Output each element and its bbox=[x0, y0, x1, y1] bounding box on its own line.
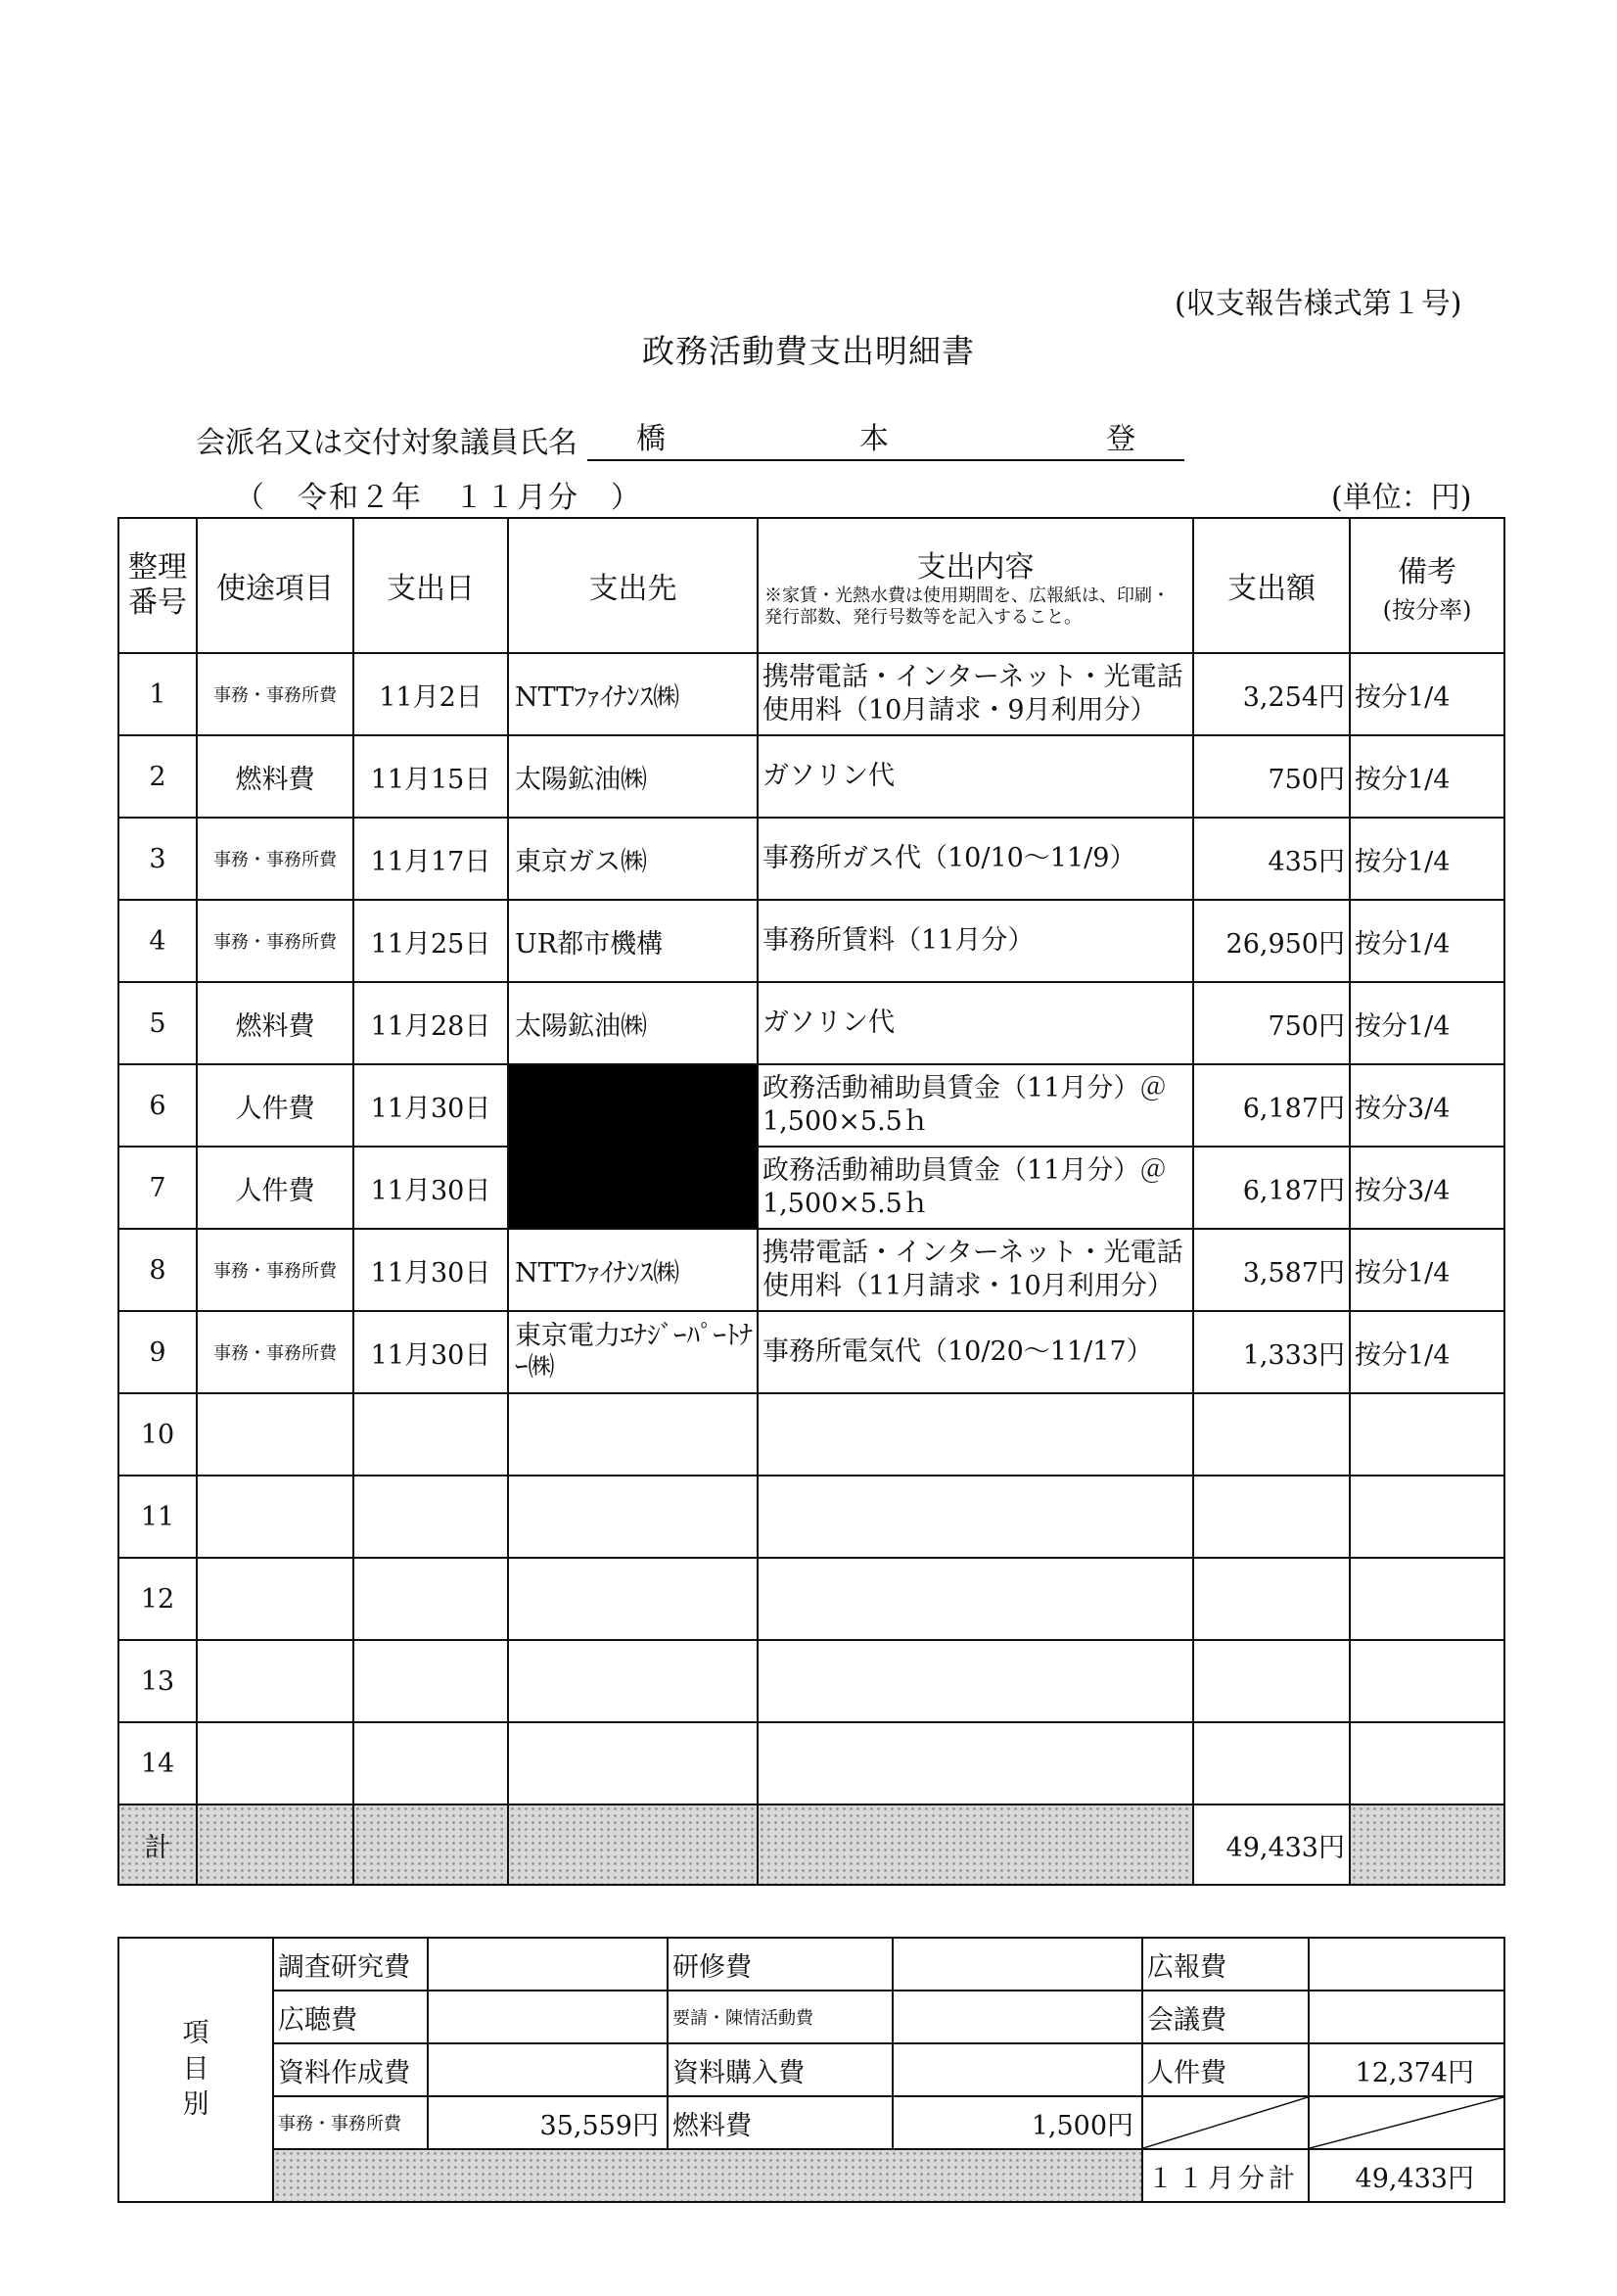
row-num: 9 bbox=[118, 1311, 197, 1393]
expense-table bbox=[117, 517, 1505, 1886]
summary-fuel-amount: 1,500円 bbox=[893, 2096, 1142, 2149]
row-amount: 6,187円 bbox=[1193, 1064, 1350, 1147]
row-num: 13 bbox=[118, 1640, 197, 1722]
note-title: 備考 bbox=[1398, 554, 1456, 589]
row-desc: 事務所ガス代（10/10～11/9） bbox=[758, 818, 1193, 900]
table-row bbox=[118, 900, 1504, 982]
table-row bbox=[118, 653, 1504, 735]
name-char: 橋 bbox=[636, 422, 666, 456]
col-num: 整理番号 bbox=[118, 518, 197, 653]
row-note: 按分1/4 bbox=[1350, 1311, 1504, 1393]
row-payee: UR都市機構 bbox=[508, 900, 758, 982]
row-category: 燃料費 bbox=[197, 735, 353, 818]
summary-docbuy-label: 資料購入費 bbox=[668, 2043, 893, 2096]
row-payee: 太陽鉱油㈱ bbox=[508, 982, 758, 1064]
summary-meeting-label: 会議費 bbox=[1142, 1991, 1309, 2043]
row-num: 6 bbox=[118, 1064, 197, 1147]
summary-personnel-label: 人件費 bbox=[1142, 2043, 1309, 2096]
row-num: 14 bbox=[118, 1722, 197, 1804]
summary-hearing-label: 広聴費 bbox=[273, 1991, 428, 2043]
row-date: 11月25日 bbox=[353, 900, 508, 982]
row-note: 按分3/4 bbox=[1350, 1147, 1504, 1229]
row-amount: 3,254円 bbox=[1193, 653, 1350, 735]
row-num: 8 bbox=[118, 1229, 197, 1311]
note-subtitle: (按分率) bbox=[1382, 595, 1472, 624]
table-row bbox=[118, 982, 1504, 1064]
row-num: 4 bbox=[118, 900, 197, 982]
col-payee: 支出先 bbox=[508, 518, 758, 653]
row-category: 人件費 bbox=[197, 1147, 353, 1229]
table-row bbox=[118, 735, 1504, 818]
row-category: 事務・事務所費 bbox=[197, 653, 353, 735]
row-date: 11月30日 bbox=[353, 1311, 508, 1393]
member-name-row bbox=[196, 418, 1184, 461]
table-row bbox=[118, 1311, 1504, 1393]
row-date: 11月30日 bbox=[353, 1147, 508, 1229]
row-date: 11月28日 bbox=[353, 982, 508, 1064]
row-date: 11月15日 bbox=[353, 735, 508, 818]
col-amount: 支出額 bbox=[1193, 518, 1350, 653]
row-note: 按分1/4 bbox=[1350, 735, 1504, 818]
row-desc: 政務活動補助員賃金（11月分）＠1,500×5.5ｈ bbox=[758, 1147, 1193, 1229]
report-period: （ 令和２年 １１月分 ） bbox=[235, 481, 642, 515]
table-header-row bbox=[118, 518, 1504, 653]
name-label: 会派名又は交付対象議員氏名 bbox=[196, 426, 578, 460]
summary-research-label: 調査研究費 bbox=[273, 1938, 428, 1991]
table-row bbox=[118, 818, 1504, 900]
col-note bbox=[1350, 518, 1504, 653]
row-payee: 東京電力ｴﾅｼﾞｰﾊﾟｰﾄﾅｰ㈱ bbox=[508, 1311, 758, 1393]
row-num: 5 bbox=[118, 982, 197, 1064]
page-title: 政務活動費支出明細書 bbox=[642, 332, 975, 370]
name-underline bbox=[587, 420, 1184, 461]
row-payee: NTTﾌｧｲﾅﾝｽ㈱ bbox=[508, 1229, 758, 1311]
desc-note: ※家賃・光熱水費は使用期間を、広報紙は、印刷・発行部数、発行号数等を記入すること。 bbox=[764, 585, 1170, 628]
row-num: 11 bbox=[118, 1476, 197, 1558]
month-total-label: １１月分計 bbox=[1142, 2149, 1309, 2202]
row-desc: ガソリン代 bbox=[758, 982, 1193, 1064]
row-amount: 750円 bbox=[1193, 735, 1350, 818]
row-note: 按分1/4 bbox=[1350, 818, 1504, 900]
row-category: 人件費 bbox=[197, 1064, 353, 1147]
row-amount: 26,950円 bbox=[1193, 900, 1350, 982]
redacted-payee bbox=[508, 1064, 758, 1229]
desc-title: 支出内容 bbox=[916, 549, 1035, 585]
row-num: 2 bbox=[118, 735, 197, 818]
row-payee: NTTﾌｧｲﾅﾝｽ㈱ bbox=[508, 653, 758, 735]
col-desc bbox=[758, 518, 1193, 653]
row-payee: 東京ガス㈱ bbox=[508, 818, 758, 900]
row-amount: 435円 bbox=[1193, 818, 1350, 900]
table-row bbox=[118, 1558, 1504, 1640]
row-desc: ガソリン代 bbox=[758, 735, 1193, 818]
name-char: 登 bbox=[1106, 422, 1135, 456]
row-desc: 事務所電気代（10/20～11/17） bbox=[758, 1311, 1193, 1393]
row-num: 7 bbox=[118, 1147, 197, 1229]
row-note: 按分1/4 bbox=[1350, 982, 1504, 1064]
month-total-amount: 49,433円 bbox=[1309, 2149, 1504, 2202]
diagonal-blank bbox=[1309, 2096, 1504, 2149]
row-amount: 750円 bbox=[1193, 982, 1350, 1064]
table-row bbox=[118, 1147, 1504, 1229]
summary-training-label: 研修費 bbox=[668, 1938, 893, 1991]
row-date: 11月30日 bbox=[353, 1064, 508, 1147]
col-date: 支出日 bbox=[353, 518, 508, 653]
summary-docmake-label: 資料作成費 bbox=[273, 2043, 428, 2096]
row-note: 按分1/4 bbox=[1350, 653, 1504, 735]
row-date: 11月17日 bbox=[353, 818, 508, 900]
row-desc: 事務所賃料（11月分） bbox=[758, 900, 1193, 982]
row-note: 按分3/4 bbox=[1350, 1064, 1504, 1147]
form-number: (収支報告様式第１号) bbox=[1175, 287, 1462, 321]
row-note: 按分1/4 bbox=[1350, 900, 1504, 982]
summary-pr-label: 広報費 bbox=[1142, 1938, 1309, 1991]
table-row bbox=[118, 1064, 1504, 1147]
row-amount: 3,587円 bbox=[1193, 1229, 1350, 1311]
table-row bbox=[118, 1476, 1504, 1558]
summary-table bbox=[117, 1937, 1505, 2203]
row-num: 12 bbox=[118, 1558, 197, 1640]
row-desc: 政務活動補助員賃金（11月分）＠1,500×5.5ｈ bbox=[758, 1064, 1193, 1147]
summary-fuel-label: 燃料費 bbox=[668, 2096, 893, 2149]
row-num: 10 bbox=[118, 1393, 197, 1476]
summary-personnel-amount: 12,374円 bbox=[1309, 2043, 1504, 2096]
row-amount: 1,333円 bbox=[1193, 1311, 1350, 1393]
row-amount: 6,187円 bbox=[1193, 1147, 1350, 1229]
total-label: 計 bbox=[118, 1804, 197, 1885]
row-desc: 携帯電話・インターネット・光電話使用料（10月請求・9月利用分） bbox=[758, 653, 1193, 735]
total-row bbox=[118, 1804, 1504, 1885]
row-category: 事務・事務所費 bbox=[197, 1311, 353, 1393]
summary-petition-label: 要請・陳情活動費 bbox=[668, 1991, 893, 2043]
row-payee: 太陽鉱油㈱ bbox=[508, 735, 758, 818]
summary-office-label: 事務・事務所費 bbox=[273, 2096, 428, 2149]
total-amount: 49,433円 bbox=[1193, 1804, 1350, 1885]
row-category: 事務・事務所費 bbox=[197, 1229, 353, 1311]
col-category: 使途項目 bbox=[197, 518, 353, 653]
table-row bbox=[118, 1229, 1504, 1311]
name-char: 本 bbox=[859, 422, 889, 456]
summary-side-label: 項目別 bbox=[118, 1938, 273, 2202]
table-row bbox=[118, 1393, 1504, 1476]
row-category: 事務・事務所費 bbox=[197, 900, 353, 982]
table-row bbox=[118, 1722, 1504, 1804]
row-num: 1 bbox=[118, 653, 197, 735]
diagonal-blank bbox=[1142, 2096, 1309, 2149]
row-category: 事務・事務所費 bbox=[197, 818, 353, 900]
summary-office-amount: 35,559円 bbox=[428, 2096, 668, 2149]
table-row bbox=[118, 1640, 1504, 1722]
unit-label: (単位：円) bbox=[1331, 481, 1472, 515]
row-category: 燃料費 bbox=[197, 982, 353, 1064]
row-num: 3 bbox=[118, 818, 197, 900]
row-date: 11月2日 bbox=[353, 653, 508, 735]
row-desc: 携帯電話・インターネット・光電話使用料（11月請求・10月利用分） bbox=[758, 1229, 1193, 1311]
row-date: 11月30日 bbox=[353, 1229, 508, 1311]
row-note: 按分1/4 bbox=[1350, 1229, 1504, 1311]
